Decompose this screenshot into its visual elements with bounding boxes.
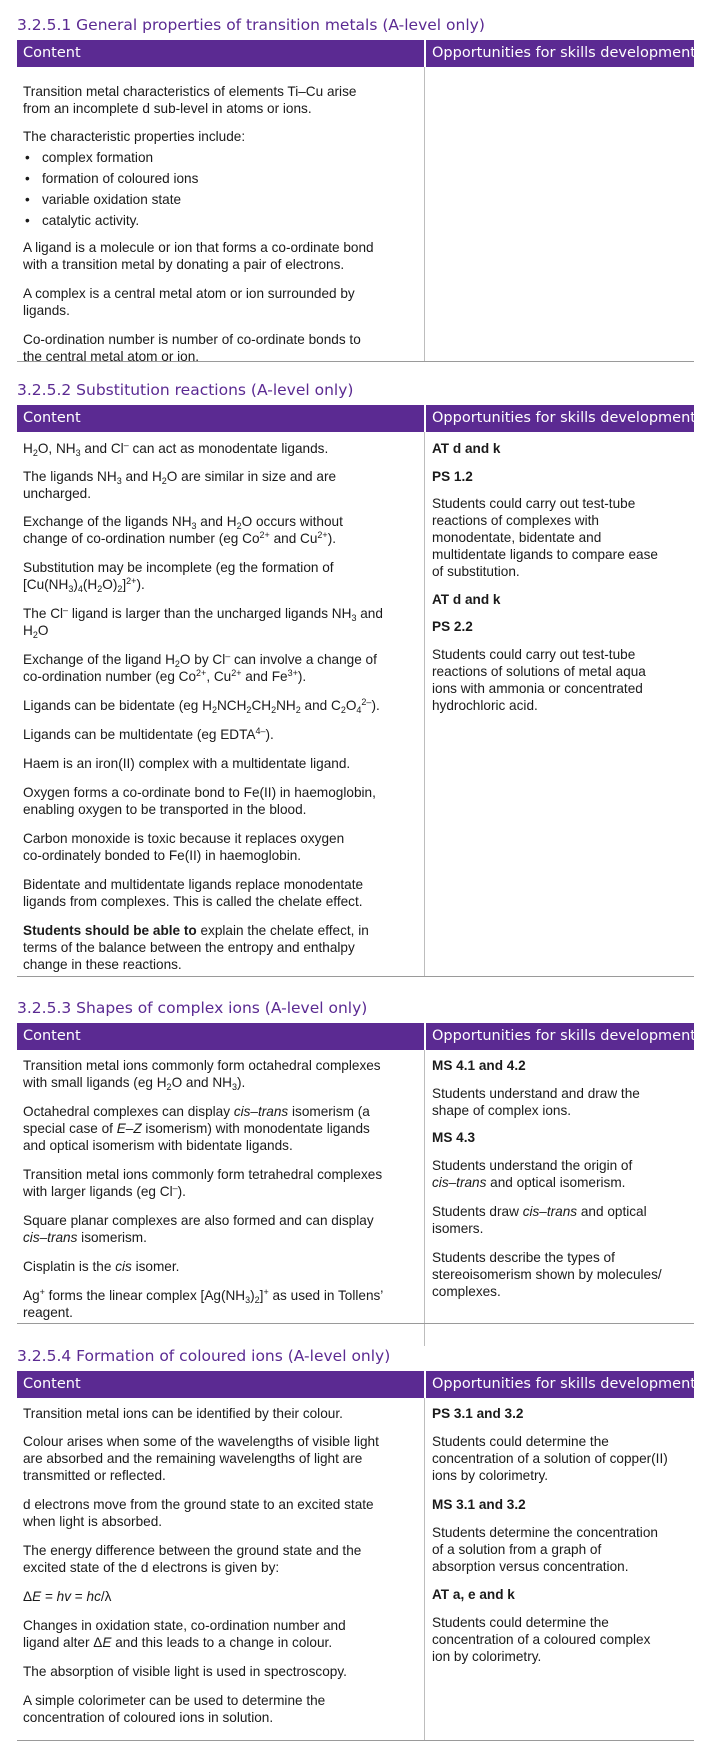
skill-text: ion by colorimetry. bbox=[432, 1649, 542, 1664]
equation: ΔE = hv = hc/λ bbox=[23, 1589, 112, 1604]
content-text: Exchange of the ligand $H_2O$ by Cl– can involve a change of bbox=[23, 651, 377, 669]
skill-code: PS 3.1 and 3.2 bbox=[432, 1406, 524, 1421]
skill-text: Students draw cis–trans and optical bbox=[432, 1204, 647, 1219]
list-item: variable oxidation state bbox=[42, 192, 182, 207]
content-text: $H_2O$ bbox=[23, 623, 49, 640]
content-text: A complex is a central metal atom or ion surrounded by bbox=[23, 286, 355, 301]
skill-text: hydrochloric acid. bbox=[432, 698, 538, 713]
section-title: 3.2.5.3 Shapes of complex ions (A-level only) bbox=[17, 999, 368, 1017]
content-text: are absorbed and the remaining wavelengths of light are bbox=[23, 1451, 363, 1466]
bullet-icon: • bbox=[25, 213, 30, 228]
skill-code: AT d and k bbox=[432, 592, 501, 607]
content-text: Carbon monoxide is toxic because it replaces oxygen bbox=[23, 831, 345, 846]
skill-text: Students understand and draw the bbox=[432, 1086, 640, 1101]
section-title: 3.2.5.1 General properties of transition metals (A-level only) bbox=[17, 16, 485, 34]
content-text: with a transition metal by donating a pair of electrons. bbox=[23, 257, 345, 272]
skill-text: concentration of a coloured complex bbox=[432, 1632, 651, 1647]
skill-text: of a solution from a graph of bbox=[432, 1542, 602, 1557]
content-text: ligands. bbox=[23, 303, 70, 318]
skill-text: reactions of complexes with bbox=[432, 513, 599, 528]
content-text: Changes in oxidation state, co-ordination number and bbox=[23, 1618, 346, 1633]
content-text: reagent. bbox=[23, 1305, 73, 1320]
content-text: Oxygen forms a co-ordinate bond to Fe(II) in haemoglobin, bbox=[23, 785, 376, 800]
skill-text: Students could determine the bbox=[432, 1434, 609, 1449]
list-item: complex formation bbox=[42, 150, 154, 165]
content-text: Cisplatin is the cis isomer. bbox=[23, 1259, 180, 1274]
skill-code: AT a, e and k bbox=[432, 1587, 515, 1602]
header-content: Content bbox=[23, 410, 81, 426]
content-text: Ag+ forms the linear complex $[Ag(NH_3)_2]^+$ as used in Tollens’ bbox=[23, 1287, 384, 1305]
table-header bbox=[17, 40, 694, 67]
content-text: Bidentate and multidentate ligands replace monodentate bbox=[23, 877, 364, 892]
content-text: The Cl– ligand is larger than the uncharged ligands $NH_3$ and bbox=[23, 605, 383, 623]
table-header bbox=[17, 405, 694, 432]
spec-table bbox=[17, 1371, 694, 1743]
content-text: Substitution may be incomplete (eg the formation of bbox=[23, 560, 334, 575]
content-text: d electrons move from the ground state to an excited state bbox=[23, 1497, 374, 1512]
content-text: the central metal atom or ion. bbox=[23, 349, 200, 364]
bullet-icon: • bbox=[25, 192, 30, 207]
content-text: with larger ligands (eg Cl–). bbox=[23, 1183, 186, 1199]
content-text: Ligands can be multidentate (eg $EDTA^{4-}$). bbox=[23, 726, 274, 742]
content-text: change of co-ordination number (eg $Co^{2+}$ and $Cu^{2+}$). bbox=[23, 530, 336, 546]
content-text: A ligand is a molecule or ion that forms a co-ordinate bond bbox=[23, 240, 374, 255]
skill-code: PS 1.2 bbox=[432, 469, 473, 484]
content-text: with small ligands (eg $H_2O$ and $NH_3$). bbox=[23, 1075, 246, 1092]
skill-text: Students describe the types of bbox=[432, 1250, 615, 1265]
content-text: ligand alter ΔE and this leads to a change in colour. bbox=[23, 1635, 333, 1650]
section-shapes-of-complex-ions bbox=[17, 995, 694, 1325]
content-text: Students should be able to explain the chelate effect, in bbox=[23, 923, 369, 938]
content-text: The ligands $NH_3$ and $H_2O$ are similar in size and are bbox=[23, 469, 337, 486]
skill-text: shape of complex ions. bbox=[432, 1103, 572, 1118]
content-text: Square planar complexes are also formed and can display bbox=[23, 1213, 374, 1228]
section-title: 3.2.5.4 Formation of coloured ions (A-level only) bbox=[17, 1347, 391, 1365]
skill-text: concentration of a solution of copper(II) bbox=[432, 1451, 668, 1466]
section-title: 3.2.5.2 Substitution reactions (A-level only) bbox=[17, 381, 354, 399]
content-text: enabling oxygen to be transported in the blood. bbox=[23, 802, 307, 817]
content-text: Haem is an iron(II) complex with a multidentate ligand. bbox=[23, 756, 351, 771]
skill-code: PS 2.2 bbox=[432, 619, 473, 634]
content-text: uncharged. bbox=[23, 486, 92, 501]
content-text: Co-ordination number is number of co-ordinate bonds to bbox=[23, 332, 361, 347]
skill-code: MS 4.1 and 4.2 bbox=[432, 1058, 526, 1073]
list-item: catalytic activity. bbox=[42, 213, 140, 228]
content-text: co-ordination number (eg $Co^{2+}$, $Cu^{2+}$ and $Fe^{3+}$). bbox=[23, 668, 307, 684]
skill-text: Students could carry out test-tube bbox=[432, 647, 636, 662]
content-text: terms of the balance between the entropy and enthalpy bbox=[23, 940, 355, 955]
header-skills: Opportunities for skills development bbox=[432, 410, 696, 426]
skill-text: Students determine the concentration bbox=[432, 1525, 658, 1540]
content-text: The characteristic properties include: bbox=[23, 129, 246, 144]
header-skills: Opportunities for skills development bbox=[432, 1376, 696, 1392]
content-text: The energy difference between the ground state and the bbox=[23, 1543, 362, 1558]
skill-code: MS 3.1 and 3.2 bbox=[432, 1497, 526, 1512]
skill-text: reactions of solutions of metal aqua bbox=[432, 664, 646, 679]
content-text: excited state of the d electrons is given by: bbox=[23, 1560, 280, 1575]
content-text: Transition metal characteristics of elements Ti–Cu arise bbox=[23, 84, 357, 99]
section-formation-of-coloured-ions bbox=[17, 1343, 694, 1743]
content-text: special case of E–Z isomerism) with monodentate ligands bbox=[23, 1121, 370, 1136]
content-text: The absorption of visible light is used in spectroscopy. bbox=[23, 1664, 347, 1679]
content-text: Colour arises when some of the wavelengths of visible light bbox=[23, 1434, 379, 1449]
list-item: formation of coloured ions bbox=[42, 171, 199, 186]
skill-text: cis–trans and optical isomerism. bbox=[432, 1175, 626, 1190]
skill-text: Students could determine the bbox=[432, 1615, 609, 1630]
content-text: $[Cu(NH_3)_4(H_2O)_2]^{2+}$). bbox=[23, 576, 145, 594]
content-text: and optical isomerism with bidentate ligands. bbox=[23, 1138, 293, 1153]
content-text: concentration of coloured ions in solution. bbox=[23, 1710, 274, 1725]
skill-code: AT d and k bbox=[432, 441, 501, 456]
table-header bbox=[17, 1023, 694, 1050]
content-text: Ligands can be bidentate (eg $H_2NCH_2CH_2NH_2$ and $C_2O_4^{2-}$). bbox=[23, 697, 380, 715]
skill-text: stereoisomerism shown by molecules/ bbox=[432, 1267, 662, 1282]
skill-text: of substitution. bbox=[432, 564, 520, 579]
header-content: Content bbox=[23, 45, 81, 61]
header-content: Content bbox=[23, 1028, 81, 1044]
table-header bbox=[17, 1371, 694, 1398]
spec-table bbox=[17, 405, 694, 977]
content-text: from an incomplete d sub-level in atoms or ions. bbox=[23, 101, 312, 116]
skill-code: MS 4.3 bbox=[432, 1130, 476, 1145]
spec-table bbox=[17, 40, 694, 362]
skill-text: monodentate, bidentate and bbox=[432, 530, 602, 545]
content-text: Octahedral complexes can display cis–trans isomerism (a bbox=[23, 1104, 370, 1119]
content-text: ligands from complexes. This is called the chelate effect. bbox=[23, 894, 363, 909]
content-text: Transition metal ions commonly form tetrahedral complexes bbox=[23, 1167, 383, 1182]
bullet-icon: • bbox=[25, 171, 30, 186]
content-text: cis–trans isomerism. bbox=[23, 1230, 147, 1245]
content-text: transmitted or reflected. bbox=[23, 1468, 166, 1483]
skill-text: Students understand the origin of bbox=[432, 1158, 633, 1173]
skill-text: Students could carry out test-tube bbox=[432, 496, 636, 511]
content-text: change in these reactions. bbox=[23, 957, 182, 972]
content-text: A simple colorimeter can be used to determine the bbox=[23, 1693, 326, 1708]
skill-text: complexes. bbox=[432, 1284, 501, 1299]
content-text: $H_2O$, $NH_3$ and Cl– can act as monodentate ligands. bbox=[23, 440, 329, 458]
content-text: Transition metal ions can be identified by their colour. bbox=[23, 1406, 343, 1421]
skill-text: multidentate ligands to compare ease bbox=[432, 547, 658, 562]
content-text: Exchange of the ligands $NH_3$ and $H_2O$ occurs without bbox=[23, 514, 343, 531]
content-text: Transition metal ions commonly form octahedral complexes bbox=[23, 1058, 381, 1073]
section-general-properties bbox=[17, 12, 694, 362]
content-text: when light is absorbed. bbox=[23, 1514, 163, 1529]
header-skills: Opportunities for skills development bbox=[432, 45, 696, 61]
content-text: co-ordinately bonded to Fe(II) in haemoglobin. bbox=[23, 848, 302, 863]
skill-text: absorption versus concentration. bbox=[432, 1559, 629, 1574]
section-substitution-reactions bbox=[17, 377, 694, 977]
spec-table bbox=[17, 1023, 694, 1325]
header-content: Content bbox=[23, 1376, 81, 1392]
bullet-icon: • bbox=[25, 150, 30, 165]
header-skills: Opportunities for skills development bbox=[432, 1028, 696, 1044]
skill-text: ions with ammonia or concentrated bbox=[432, 681, 643, 696]
skill-text: ions by colorimetry. bbox=[432, 1468, 549, 1483]
skill-text: isomers. bbox=[432, 1221, 484, 1236]
